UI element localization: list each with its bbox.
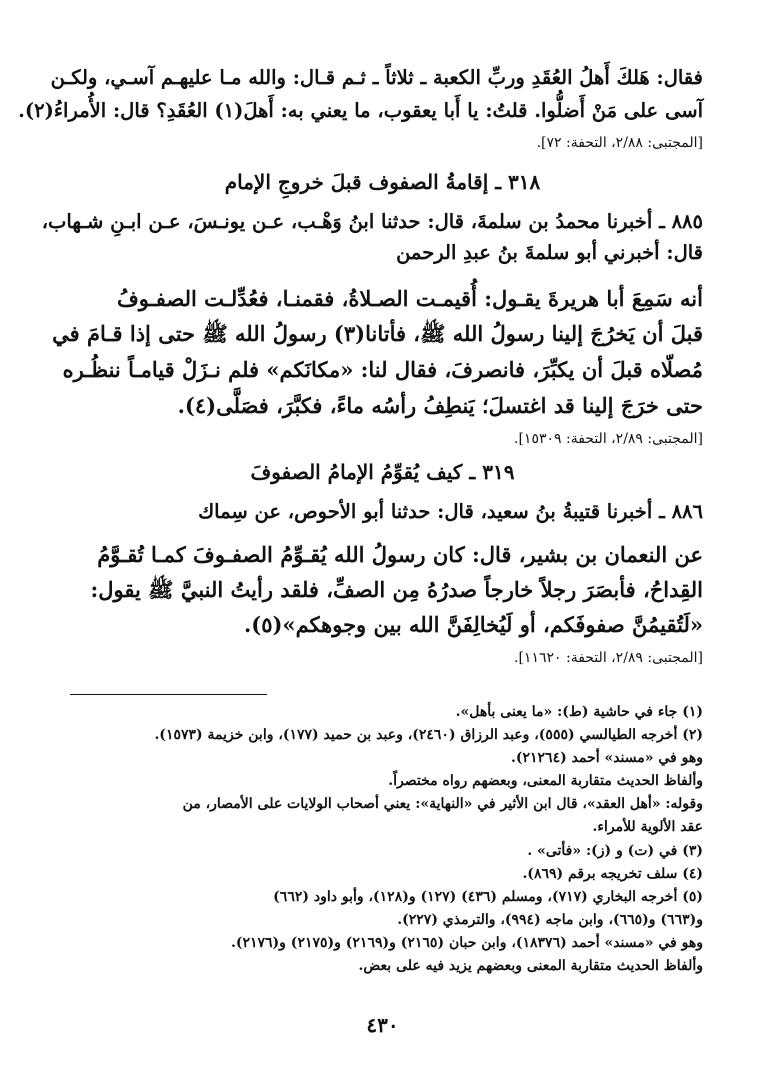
footnote-line: وقوله: «أهل العقد»، قال ابن الأثير في «النهاية»: يعني أصحاب الولايات على الأمصار، من <box>182 796 703 812</box>
hadith-886-isnad-line-1: ٨٨٦ ـ أخبرنا قتيبةُ بنُ سعيد، قال: حدثنا أبو الأحوص، عن سِماك <box>198 500 703 523</box>
chapter-319-heading: ٣١٩ ـ كيف يُقوِّمُ الإمامُ الصفوفَ <box>250 460 515 484</box>
footnote-line: عقد الألوية للأمراء. <box>592 819 703 835</box>
intro-line-1: فقال: هَلكَ أَهلُ العُقَدِ وربِّ الكعبة ـ ثلاثاً ـ ثـم قـال: والله مـا عليهـم آسـي، ولكـن <box>50 66 703 89</box>
footnote-line: و(٦٦٣) و(٦٦٥)، وابن ماجه (٩٩٤)، والترمذي (٢٢٧). <box>397 912 703 928</box>
hadith-886-matn-line-1: عن النعمان بن بشير، قال: كان رسولُ الله يُقـوِّمُ الصفـوفَ كمـا تُقـوَّمُ <box>97 542 703 567</box>
hadith-885-matn-line-4: حتى خرَجَ إلينا قد اغتسلَ؛ يَنطِفُ رأسُه ماءً، فكبَّرَ، فصَلَّى(٤). <box>177 393 703 418</box>
footnote-line: وألفاظ الحديث متقاربة المعنى، وبعضهم رواه مختصراً. <box>388 773 703 789</box>
footnote-line: (٣) في (ت) و (ز): «فأتى» . <box>527 843 703 859</box>
hadith-886-matn-line-2: القِداحُ، فأبصَرَ رجلاً خارجاً صدرُهُ مِن الصفِّ، فلقد رأيتُ النبيَّ ﷺ يقول: <box>90 577 703 602</box>
footnote-line: (٥) أخرجه البخاري (٧١٧)، ومسلم (٤٣٦) (١٢٧) و(١٢٨)، وأبو داود (٦٦٢) <box>273 889 703 905</box>
footnote-line: (٢) أخرجه الطيالسي (٥٥٥)، وعبد الرزاق (٢٤٦٠)، وعبد بن حميد (١٧٧)، وابن خزيمة (١٥٧٣). <box>154 727 703 743</box>
hadith-885-isnad-line-1: ٨٨٥ ـ أخبرنا محمدُ بن سلمةَ، قال: حدثنا ابنُ وَهْـب، عـن يونـسَ، عـن ابـنِ شـهاب، <box>41 210 703 233</box>
page-number: ٤٣٠ <box>366 1013 399 1037</box>
hadith-885-matn-line-1: أنه سَمِعَ أبا هريرةَ يقـول: أُقيمـت الصـلاةُ، فقمنـا، فعُدِّلـت الصفـوفُ <box>116 286 703 311</box>
footnote-separator <box>70 694 267 695</box>
hadith-885-isnad-line-2: قال: أخبرني أبو سلمةَ بنُ عبدِ الرحمن <box>396 241 703 264</box>
hadith-886-matn-line-3: «لَتُقيمُنَّ صفوفَكم، أو لَيُخالِفَنَّ الله بين وجوهكم»(٥). <box>243 612 703 637</box>
footnote-line: وهو في «مسند» أحمد (٢١٢٦٤). <box>510 750 703 766</box>
intro-line-2: آسى على مَنْ أَضلُّوا. قلتُ: يا أَبا يعقوب، ما يعني به: أَهلَ(١) العُقَدِ؟ قال: الأُمراءُ(٢). <box>18 99 703 122</box>
footnote-line: وألفاظ الحديث متقاربة المعنى وبعضهم يزيد فيه على بعض. <box>358 958 703 974</box>
hadith-885-reference: [المجتبى: ٢/٨٩، التحفة: ١٥٣٠٩]. <box>514 431 703 447</box>
intro-reference: [المجتبى: ٢/٨٨، التحفة: ٧٢]. <box>536 135 703 151</box>
footnote-line: (٤) سلف تخريجه برقم (٨٦٩). <box>522 866 703 882</box>
footnote-line: (١) جاء في حاشية (ط): «ما يعنى بأهل». <box>455 704 703 720</box>
hadith-885-matn-line-2: قبلَ أن يَخرُجَ إلينا رسولُ الله ﷺ، فأتانا(٣) رسولُ الله ﷺ حتى إذا قـامَ في <box>52 321 703 346</box>
hadith-885-matn-line-3: مُصلّاه قبلَ أن يكبِّرَ، فانصرفَ، فقال لنا: «مكانَكم» فلم نـزَلْ قيامـاً ننظُـره <box>62 357 703 382</box>
hadith-886-reference: [المجتبى: ٢/٨٩، التحفة: ١١٦٢٠]. <box>514 650 703 666</box>
footnote-line: وهو في «مسند» أحمد (١٨٣٧٦)، وابن حبان (٢١٦٥) و(٢١٦٩) و(٢١٧٥) و(٢١٧٦). <box>230 935 703 951</box>
chapter-318-heading: ٣١٨ ـ إقامةُ الصفوف قبلَ خروجِ الإمام <box>224 170 541 194</box>
